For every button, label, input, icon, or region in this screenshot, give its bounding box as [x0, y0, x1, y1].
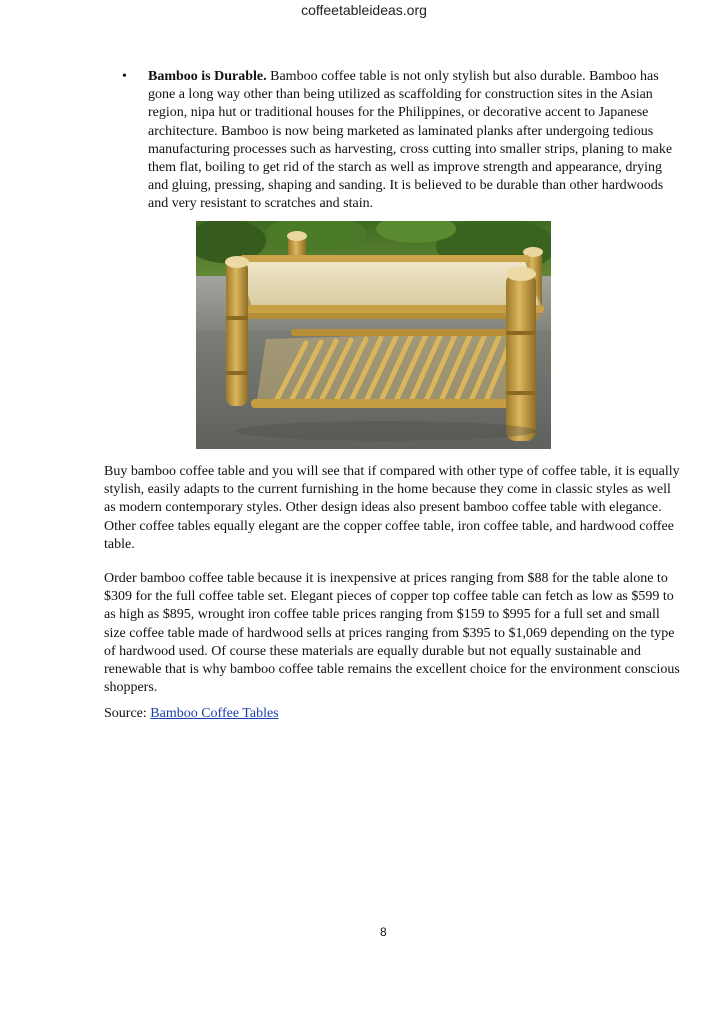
page-number: 8: [380, 925, 387, 939]
paragraph-order: Order bamboo coffee table because it is inexpensive at prices ranging from $88 for the table alone to $309 for the full coffee table set. Elegant pieces of copper top coffee table can fetch as low as $599 to as high as $895, wrought iron coffee table prices ranging from $159 to $995 for a full set and small size coffee table made of hardwood sells at prices ranging from $395 to $1,069 depending on the type of hardwood used. Of course these materials are equally durable but not equally sustainable and renewable that is why bamboo coffee table remains the excellent choice for the environment conscious shoppers.: [104, 571, 680, 696]
bullet-item-durable: [122, 68, 682, 214]
bullet-body: Bamboo coffee table is not only stylish but also durable. Bamboo has gone a long way other than being utilized as scaffolding for construction sites in the Asian region, nipa hut or traditional houses for the Philippines, or decorative accent to Japanese architecture. Bamboo is now being marketed as laminated planks after undergoing tedious manufacturing processes such as harvesting, cross cutting into smaller strips, planing to make them flat, boiling to get rid of the starch as well as improve strength and appearance, drying and gluing, pressing, shaping and sanding. It is believed to be durable than other hardwoods and very resistant to scratches and stain.: [148, 69, 673, 212]
bullet-paragraph: [148, 68, 682, 214]
site-header: coffeetableideas.org: [301, 2, 427, 18]
bullet-icon: •: [122, 69, 127, 84]
source-line: [104, 705, 684, 723]
source-label: Source:: [104, 706, 151, 721]
bamboo-table-illustration: [196, 221, 551, 449]
paragraph-buy: Buy bamboo coffee table and you will see that if compared with other type of coffee table, it is equally stylish, easily adapts to the current furnishing in the home because they come in classic styles as well as modern contemporary styles. Other design ideas also present bamboo coffee table with elegance. Other coffee tables equally elegant are the copper coffee table, iron coffee table, and hardwood coffee table.: [104, 464, 680, 552]
source-link[interactable]: Bamboo Coffee Tables: [150, 706, 279, 721]
bullet-heading: Bamboo is Durable.: [148, 69, 267, 84]
bamboo-table-photo: [196, 221, 551, 449]
